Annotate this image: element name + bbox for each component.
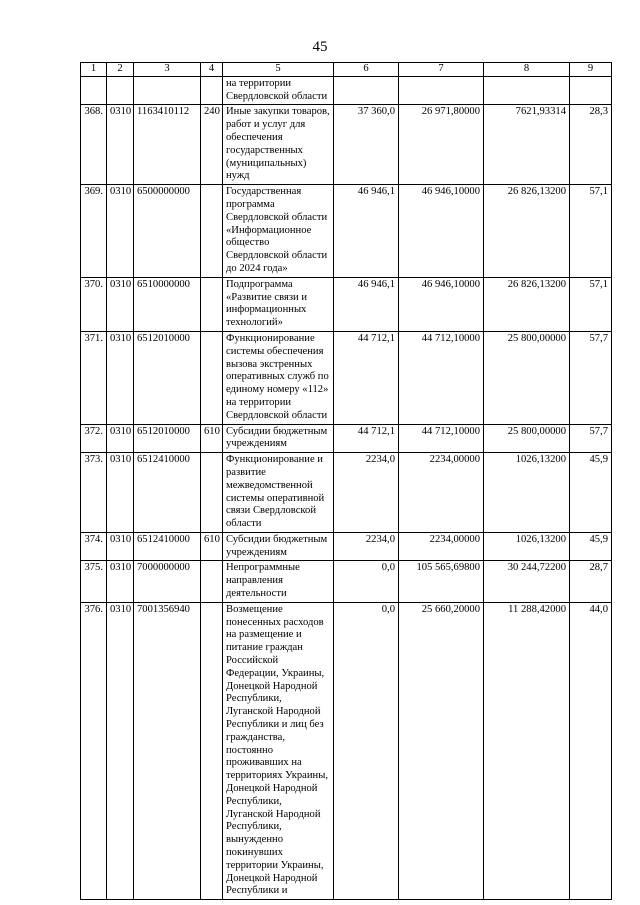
table-row <box>81 532 612 561</box>
budget-table <box>80 62 612 900</box>
header-cell: 1 <box>81 63 107 77</box>
table-rows <box>81 105 612 900</box>
planned-amount: 0,0 <box>334 602 399 899</box>
execution-percent: 57,1 <box>570 185 612 278</box>
planned-amount: 2234,0 <box>334 453 399 533</box>
section-code: 0310 <box>107 105 134 185</box>
section-code: 0310 <box>107 453 134 533</box>
execution-percent: 57,1 <box>570 277 612 331</box>
specified-amount: 44 712,10000 <box>399 424 484 453</box>
expense-type-code <box>201 602 223 899</box>
item-name: Функционирование системы обеспечения вызова экстренных оперативных служб по единому номеру «112» на территории Свердловской области <box>223 331 334 424</box>
table-row <box>81 561 612 602</box>
row-number: 374. <box>81 532 107 561</box>
executed-amount: 1026,13200 <box>484 532 570 561</box>
table-cell <box>334 76 399 105</box>
item-name: Субсидии бюджетным учреждениям <box>223 532 334 561</box>
item-name: Функционирование и развитие межведомственной системы оперативной связи Свердловской области <box>223 453 334 533</box>
row-number: 369. <box>81 185 107 278</box>
section-code: 0310 <box>107 331 134 424</box>
section-code: 0310 <box>107 561 134 602</box>
execution-percent: 45,9 <box>570 532 612 561</box>
table-row <box>81 602 612 899</box>
header-cell: 8 <box>484 63 570 77</box>
planned-amount: 2234,0 <box>334 532 399 561</box>
header-cell: 2 <box>107 63 134 77</box>
header-cell: 9 <box>570 63 612 77</box>
planned-amount: 44 712,1 <box>334 424 399 453</box>
expense-type-code <box>201 453 223 533</box>
section-code: 0310 <box>107 277 134 331</box>
header-cell: 4 <box>201 63 223 77</box>
executed-amount: 1026,13200 <box>484 453 570 533</box>
table-cell <box>107 76 134 105</box>
specified-amount: 2234,00000 <box>399 532 484 561</box>
item-name: Возмещение понесенных расходов на размещение и питание граждан Российской Федерации, Украины, Донецкой Народной Республики, Луганской Народной Республики и лиц без гражданства, постоянно проживавших на территориях Украины, Донецкой Народной Республики, Луганской Народной Республики, вынужденно покинувших территории Украины, Донецкой Народной Республики и <box>223 602 334 899</box>
item-name: Субсидии бюджетным учреждениям <box>223 424 334 453</box>
column-number-header-row <box>81 63 612 77</box>
table-row <box>81 277 612 331</box>
planned-amount: 37 360,0 <box>334 105 399 185</box>
specified-amount: 26 971,80000 <box>399 105 484 185</box>
expense-type-code <box>201 277 223 331</box>
expense-type-code <box>201 561 223 602</box>
specified-amount: 44 712,10000 <box>399 331 484 424</box>
specified-amount: 46 946,10000 <box>399 185 484 278</box>
table-row <box>81 424 612 453</box>
table-cell <box>570 76 612 105</box>
row-number: 368. <box>81 105 107 185</box>
executed-amount: 26 826,13200 <box>484 185 570 278</box>
target-article-code: 7000000000 <box>134 561 201 602</box>
executed-amount: 7621,93314 <box>484 105 570 185</box>
section-code: 0310 <box>107 532 134 561</box>
row-number: 376. <box>81 602 107 899</box>
item-name: Непрограммные направления деятельности <box>223 561 334 602</box>
target-article-code: 1163410112 <box>134 105 201 185</box>
execution-percent: 28,7 <box>570 561 612 602</box>
executed-amount: 26 826,13200 <box>484 277 570 331</box>
executed-amount: 30 244,72200 <box>484 561 570 602</box>
row-number: 372. <box>81 424 107 453</box>
target-article-code: 6510000000 <box>134 277 201 331</box>
planned-amount: 46 946,1 <box>334 277 399 331</box>
table-row <box>81 331 612 424</box>
expense-type-code: 610 <box>201 424 223 453</box>
specified-amount: 25 660,20000 <box>399 602 484 899</box>
execution-percent: 57,7 <box>570 331 612 424</box>
planned-amount: 44 712,1 <box>334 331 399 424</box>
table-cell <box>134 76 201 105</box>
expense-type-code <box>201 185 223 278</box>
table-cell <box>399 76 484 105</box>
planned-amount: 46 946,1 <box>334 185 399 278</box>
header-cell: 7 <box>399 63 484 77</box>
execution-percent: 45,9 <box>570 453 612 533</box>
table-row <box>81 185 612 278</box>
specified-amount: 105 565,69800 <box>399 561 484 602</box>
header-cell: 5 <box>223 63 334 77</box>
section-code: 0310 <box>107 185 134 278</box>
header-cell: 6 <box>334 63 399 77</box>
row-number: 370. <box>81 277 107 331</box>
target-article-code: 6500000000 <box>134 185 201 278</box>
table-row <box>81 453 612 533</box>
item-name: Иные закупки товаров, работ и услуг для обеспечения государственных (муниципальных) нужд <box>223 105 334 185</box>
item-name: на территории Свердловской области <box>223 76 334 105</box>
table-cell <box>484 76 570 105</box>
execution-percent: 57,7 <box>570 424 612 453</box>
target-article-code: 6512410000 <box>134 532 201 561</box>
page-number: 45 <box>312 39 328 55</box>
continuation-row <box>81 76 612 105</box>
section-code: 0310 <box>107 424 134 453</box>
expense-type-code: 240 <box>201 105 223 185</box>
section-code: 0310 <box>107 602 134 899</box>
item-name: Государственная программа Свердловской области «Информационное общество Свердловской области до 2024 года» <box>223 185 334 278</box>
target-article-code: 6512010000 <box>134 331 201 424</box>
target-article-code: 6512410000 <box>134 453 201 533</box>
header-cell: 3 <box>134 63 201 77</box>
row-number: 375. <box>81 561 107 602</box>
table-cell <box>81 76 107 105</box>
row-number: 373. <box>81 453 107 533</box>
executed-amount: 25 800,00000 <box>484 331 570 424</box>
target-article-code: 7001356940 <box>134 602 201 899</box>
execution-percent: 44,0 <box>570 602 612 899</box>
table-row <box>81 105 612 185</box>
table-cell <box>201 76 223 105</box>
planned-amount: 0,0 <box>334 561 399 602</box>
executed-amount: 11 288,42000 <box>484 602 570 899</box>
specified-amount: 46 946,10000 <box>399 277 484 331</box>
expense-type-code: 610 <box>201 532 223 561</box>
specified-amount: 2234,00000 <box>399 453 484 533</box>
target-article-code: 6512010000 <box>134 424 201 453</box>
expense-type-code <box>201 331 223 424</box>
row-number: 371. <box>81 331 107 424</box>
execution-percent: 28,3 <box>570 105 612 185</box>
executed-amount: 25 800,00000 <box>484 424 570 453</box>
item-name: Подпрограмма «Развитие связи и информационных технологий» <box>223 277 334 331</box>
